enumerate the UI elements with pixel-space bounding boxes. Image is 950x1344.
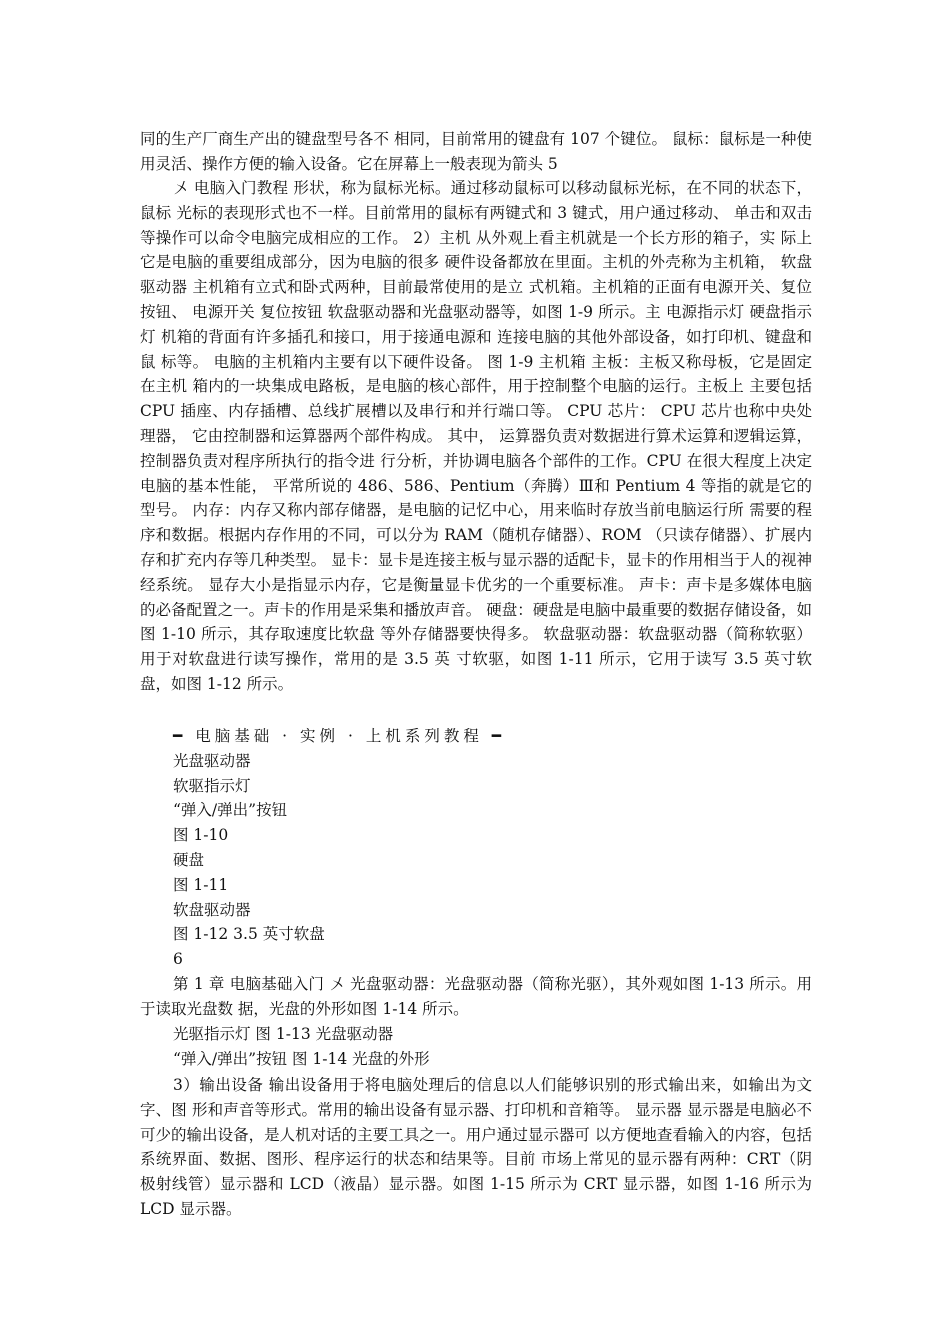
figure-caption: 图 1-10 xyxy=(173,826,229,844)
paragraph-keyboard-mouse: 同的生产厂商生产出的键盘型号各不 相同，目前常用的键盘有 107 个键位。 鼠标：鼠标是一种使用灵活、操作方便的输入设备。它在屏幕上一般表现为箭头 5 xyxy=(140,130,812,173)
figure-label: 软盘驱动器 xyxy=(173,901,251,919)
figure-label: 光盘驱动器 xyxy=(173,752,251,770)
figure-caption: “弹入/弹出”按钮 图 1-14 光盘的外形 xyxy=(173,1050,430,1068)
figure-label: 软驱指示灯 xyxy=(173,777,251,795)
paragraph-optical-drive: 第 1 章 电脑基础入门 〤 光盘驱动器：光盘驱动器（简称光驱），其外观如图 1-13 所示。用于读取光盘数 据，光盘的外形如图 1-14 所示。 xyxy=(140,975,812,1018)
figure-label: 硬盘 xyxy=(173,851,205,869)
figure-label: “弹入/弹出”按钮 xyxy=(173,801,288,819)
figure-caption: 图 1-11 xyxy=(173,876,229,894)
paragraph-output-devices: 3）输出设备 输出设备用于将电脑处理后的信息以人们能够识别的形式输出来，如输出为文字、图 形和声音等形式。常用的输出设备有显示器、打印机和音箱等。 显示器 显示器是电脑必不可少的输出设备，是人机对话的主要工具之一。用户通过显示器可 以方便地查看输入的内容，包括系统界面、数据、图形、程序运行的状态和结果等。目前 市场上常见的显示器有两种：CRT（阴极射线管）显示器和 LCD（液晶）显示器。如图 1-15 所示为 CRT 显示器，如图 1-16 所示为 LCD 显示器。 xyxy=(140,1076,812,1218)
series-header: ━ 电脑基础 · 实例 · 上机系列教程 ━ xyxy=(173,727,506,745)
paragraph-host-components: 〤 电脑入门教程 形状，称为鼠标光标。通过移动鼠标可以移动鼠标光标，在不同的状态下，鼠标 光标的表现形式也不一样。目前常用的鼠标有两键式和 3 键式，用户通过移动、 单击和双击等操作可以命令电脑完成相应的工作。 2）主机 从外观上看主机就是一个长方形的箱子，实 际上它是电脑的重要组成部分，因为电脑的很多 硬件设备都放在里面。主机的外壳称为主机箱， 软盘驱动器 主机箱有立式和卧式两种，目前最常使用的是立 式机箱。主机箱的正面有电源开关、复位按钮、 电源开关 复位按钮 软盘驱动器和光盘驱动器等，如图 1-9 所示。主 电源指示灯 硬盘指示灯 机箱的背面有许多插孔和接口，用于接通电源和 连接电脑的其他外部设备，如打印机、键盘和鼠 标等。 电脑的主机箱内主要有以下硬件设备。 图 1-9 主机箱 主板：主板又称母板，它是固定在主机 箱内的一块集成电路板，是电脑的核心部件，用于控制整个电脑的运行。主板上 主要包括 CPU 插座、内存插槽、总线扩展槽以及串行和并行端口等。 CPU 芯片： CPU 芯片也称中央处理器， 它由控制器和运算器两个部件构成。 其中， 运算器负责对数据进行算术运算和逻辑运算，控制器负责对程序所执行的指令进 行分析，并协调电脑各个部件的工作。CPU 在很大程度上决定电脑的基本性能， 平常所说的 486、586、Pentium（奔腾）Ⅲ和 Pentium 4 等指的就是它的型号。 内存：内存又称内部存储器，是电脑的记忆中心，用来临时存放当前电脑运行所 需要的程序和数据。根据内存作用的不同，可以分为 RAM（随机存储器）、ROM （只读存储器）、扩展内存和扩充内存等几种类型。 显卡：显卡是连接主板与显示器的适配卡，显卡的作用相当于人的视神经系统。 显存大小是指显示内存，它是衡量显卡优劣的一个重要标准。 声卡：声卡是多媒体电脑的必备配置之一。声卡的作用是采集和播放声音。 硬盘：硬盘是电脑中最重要的数据存储设备，如图 1-10 所示，其存取速度比软盘 等外存储器要快得多。 软盘驱动器：软盘驱动器（简称软驱）用于对软盘进行读写操作，常用的是 3.5 英 寸软驱，如图 1-11 所示，它用于读写 3.5 英寸软盘，如图 1-12 所示。 xyxy=(140,179,812,693)
figure-caption: 光驱指示灯 图 1-13 光盘驱动器 xyxy=(173,1025,394,1043)
page-number: 6 xyxy=(173,950,183,968)
figure-caption: 图 1-12 3.5 英寸软盘 xyxy=(173,925,325,943)
